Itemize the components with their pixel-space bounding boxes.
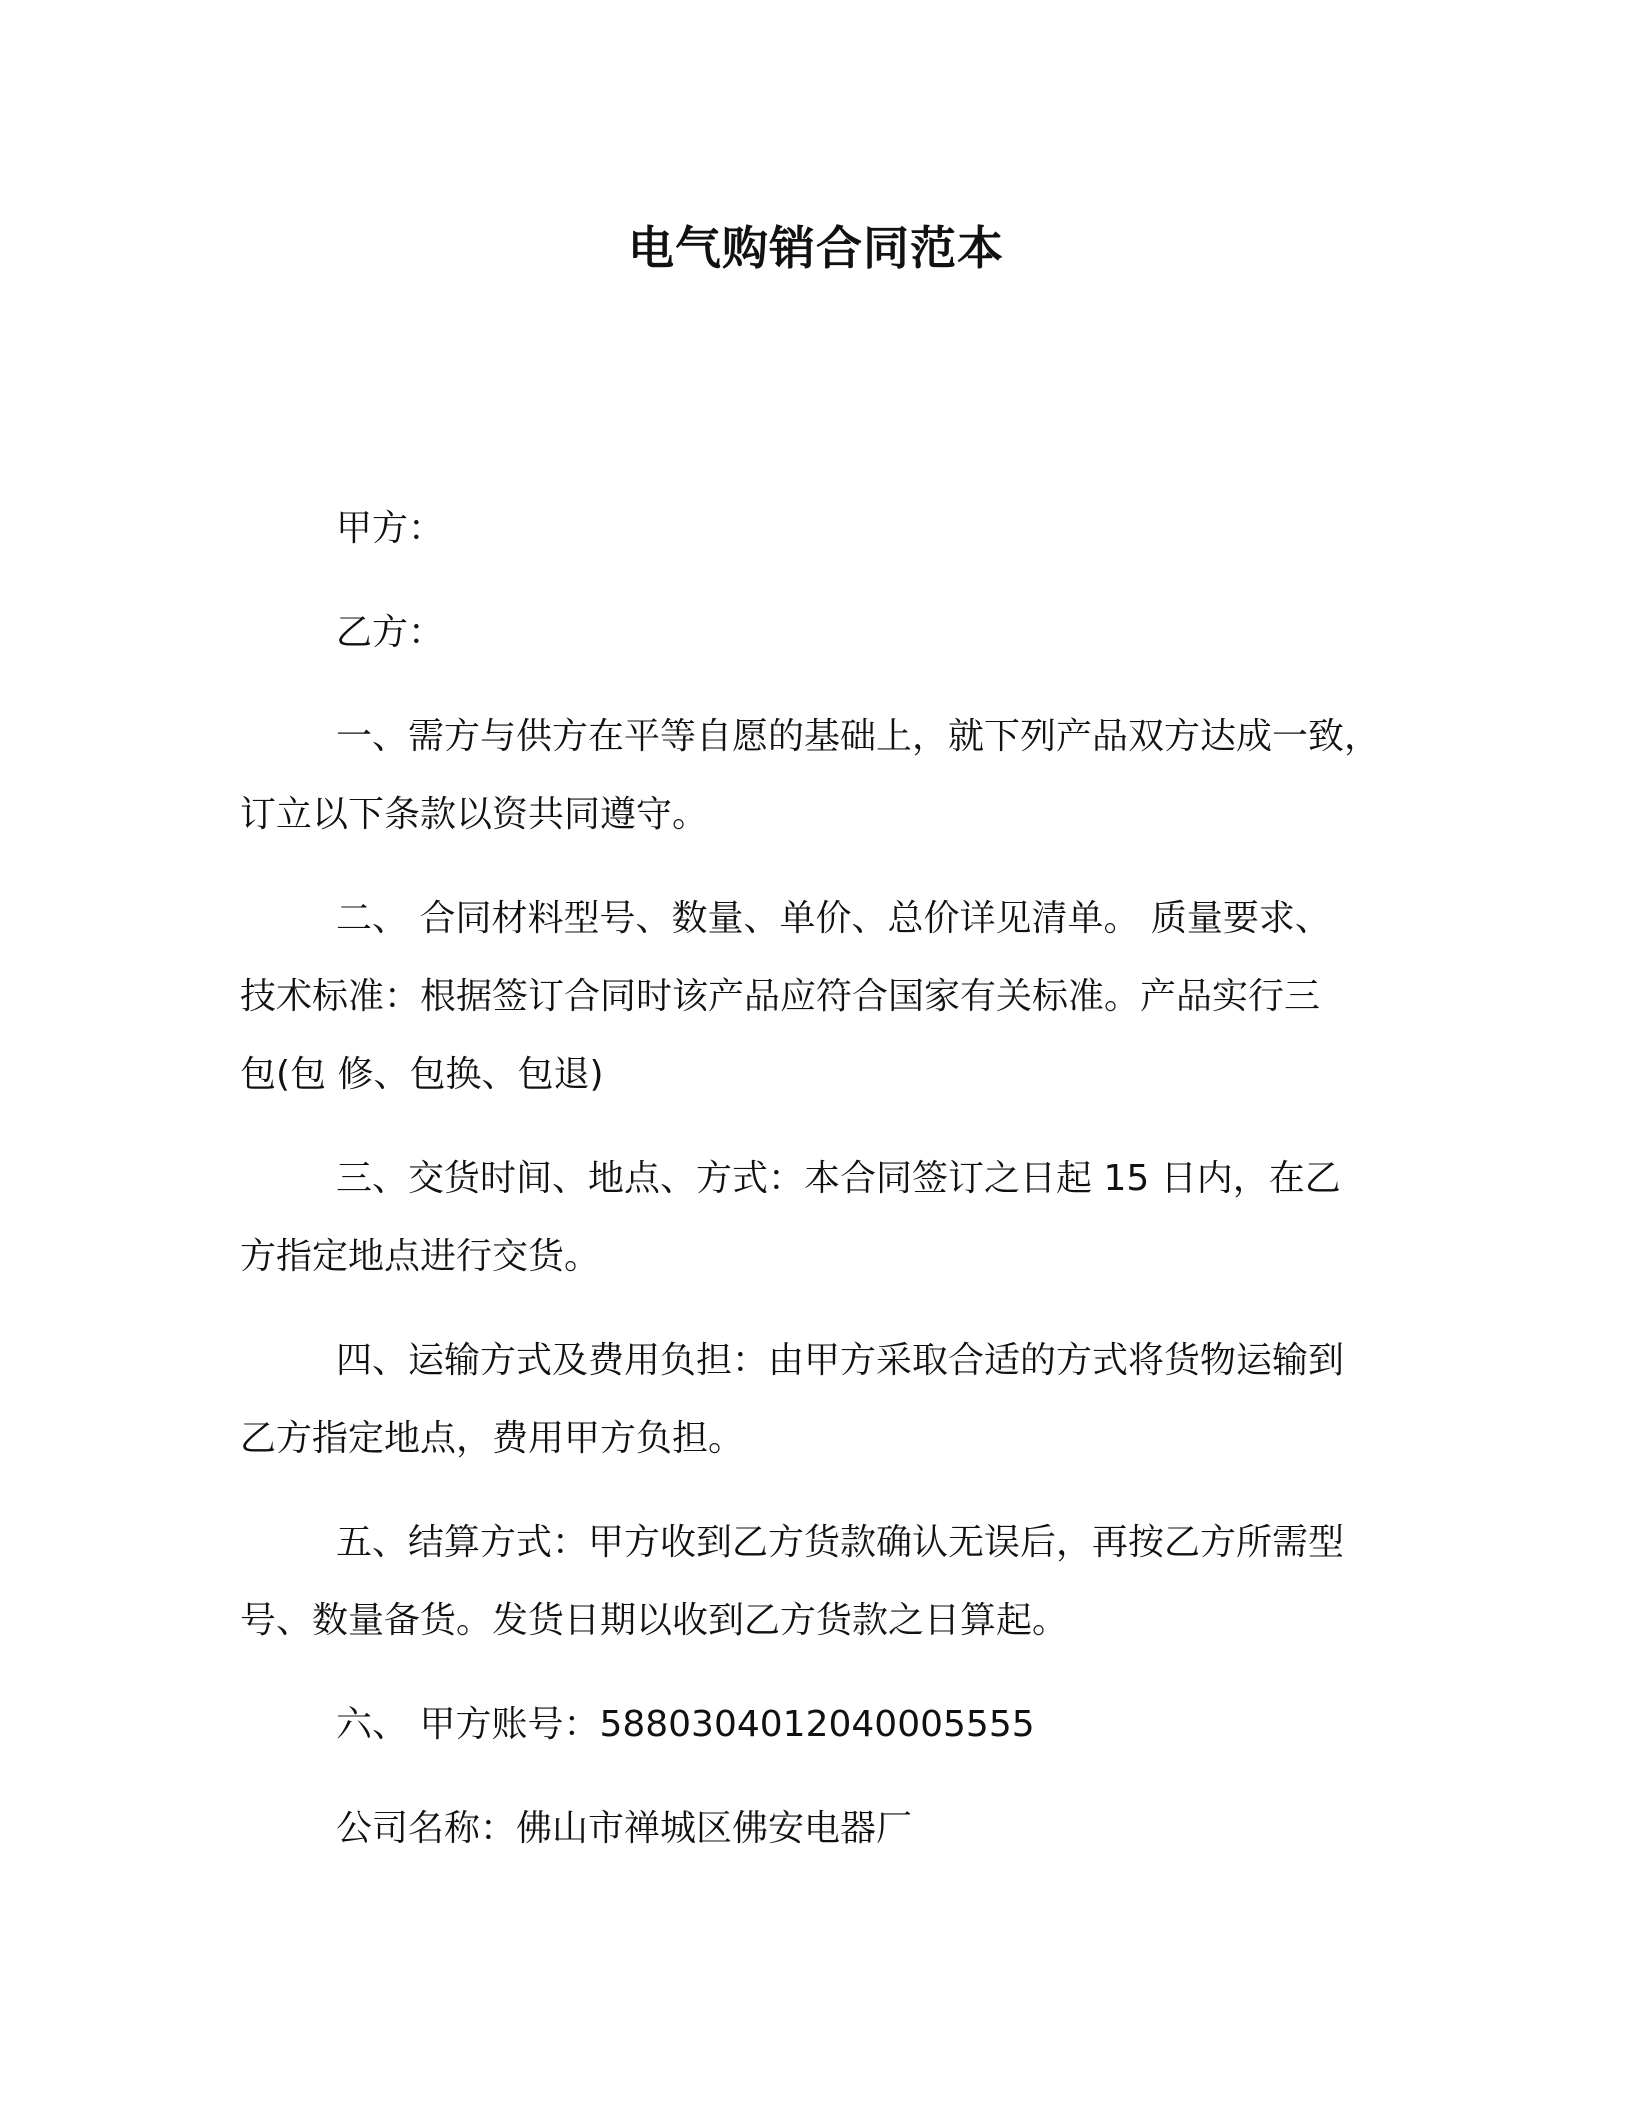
clause-4 bbox=[240, 1322, 1420, 1478]
clause-2-line-2: 技术标准：根据签订合同时该产品应符合国家有关标准。产品实行三 bbox=[240, 976, 1321, 1017]
clause-5-line-2: 号、数量备货。发货日期以收到乙方货款之日算起。 bbox=[240, 1600, 1069, 1641]
company-name: 公司名称：佛山市禅城区佛安电器厂 bbox=[336, 1808, 913, 1849]
clause-4-line-1: 四、运输方式及费用负担：由甲方采取合适的方式将货物运输到 bbox=[336, 1340, 1345, 1381]
clause-4-line-2: 乙方指定地点，费用甲方负担。 bbox=[240, 1418, 745, 1459]
clause-2-line-3: 包(包 修、包换、包退) bbox=[240, 1054, 604, 1095]
clause-1-line-1: 一、需方与供方在平等自愿的基础上，就下列产品双方达成一致， bbox=[336, 716, 1381, 757]
clause-3-line-2: 方指定地点进行交货。 bbox=[240, 1236, 601, 1277]
clause-6-account: 六、 甲方账号：5880304012040005555 bbox=[336, 1704, 1035, 1745]
clause-5-line-1: 五、结算方式：甲方收到乙方货款确认无误后，再按乙方所需型 bbox=[336, 1522, 1345, 1563]
clause-3 bbox=[240, 1140, 1420, 1296]
clause-3-line-1: 三、交货时间、地点、方式：本合同签订之日起 15 日内，在乙 bbox=[336, 1158, 1341, 1199]
party-a-label: 甲方： bbox=[336, 508, 445, 549]
document-body bbox=[240, 490, 1420, 1868]
clause-5 bbox=[240, 1504, 1420, 1660]
clause-2-line-1: 二、 合同材料型号、数量、单价、总价详见清单。 质量要求、 bbox=[336, 898, 1331, 939]
document-title: 电气购销合同范本 bbox=[628, 221, 1004, 275]
clause-1 bbox=[240, 698, 1420, 854]
clause-2 bbox=[240, 880, 1420, 1114]
clause-1-line-2: 订立以下条款以资共同遵守。 bbox=[240, 794, 709, 835]
party-b-label: 乙方： bbox=[336, 612, 445, 653]
